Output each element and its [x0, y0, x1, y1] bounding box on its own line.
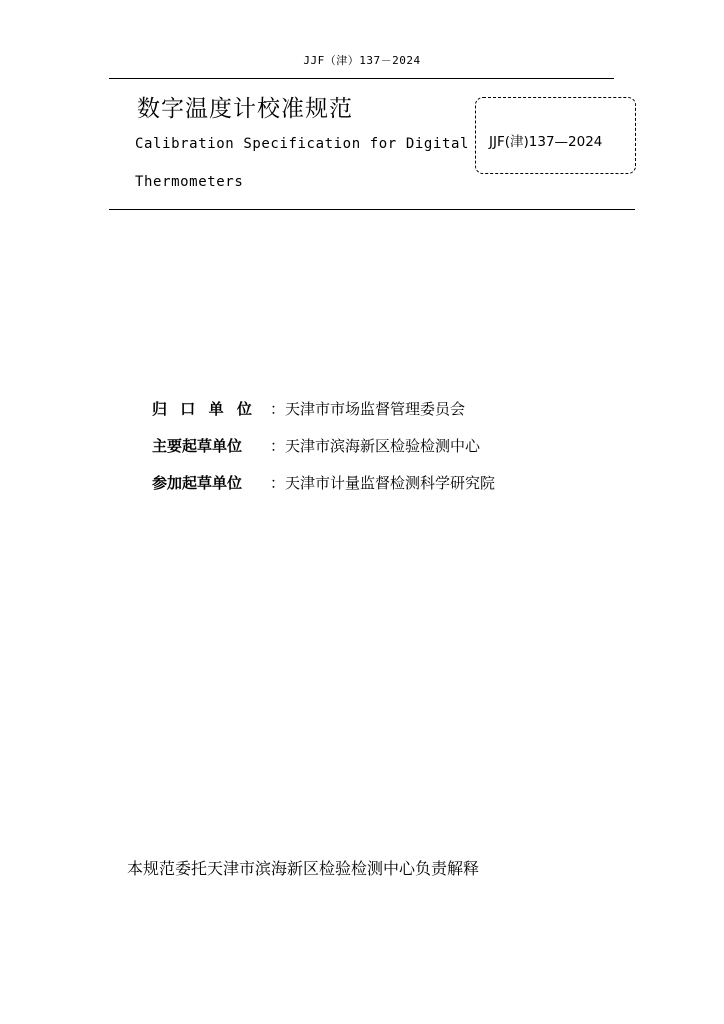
document-title-english-line2: Thermometers [135, 174, 244, 190]
unit-value-participating-drafting: 天津市计量监督检测科学研究院 [285, 474, 496, 492]
unit-value-main-drafting: 天津市滨海新区检验检测中心 [285, 437, 481, 455]
unit-row-participating-drafting [152, 472, 495, 509]
bottom-divider [109, 209, 635, 210]
responsible-units-list [152, 398, 495, 509]
document-title-english-line1: Calibration Specification for Digital [135, 136, 470, 152]
unit-row-centralized [152, 398, 495, 435]
unit-row-main-drafting [152, 435, 495, 472]
unit-separator: ： [270, 474, 286, 492]
unit-separator: ： [270, 400, 286, 418]
unit-separator: ： [270, 437, 286, 455]
standard-code-box-text: JJF(津)137—2024 [489, 134, 603, 150]
document-title-chinese: 数字温度计校准规范 [137, 96, 353, 122]
interpretation-note: 本规范委托天津市滨海新区检验检测中心负责解释 [127, 859, 480, 878]
unit-label-participating-drafting: 参加起草单位 [152, 474, 243, 492]
header-standard-code: JJF（津）137－2024 [303, 54, 421, 67]
top-divider [109, 78, 614, 79]
unit-label-main-drafting: 主要起草单位 [152, 437, 243, 455]
unit-value-centralized: 天津市市场监督管理委员会 [285, 400, 466, 418]
unit-label-centralized: 归口单位 [152, 400, 266, 418]
